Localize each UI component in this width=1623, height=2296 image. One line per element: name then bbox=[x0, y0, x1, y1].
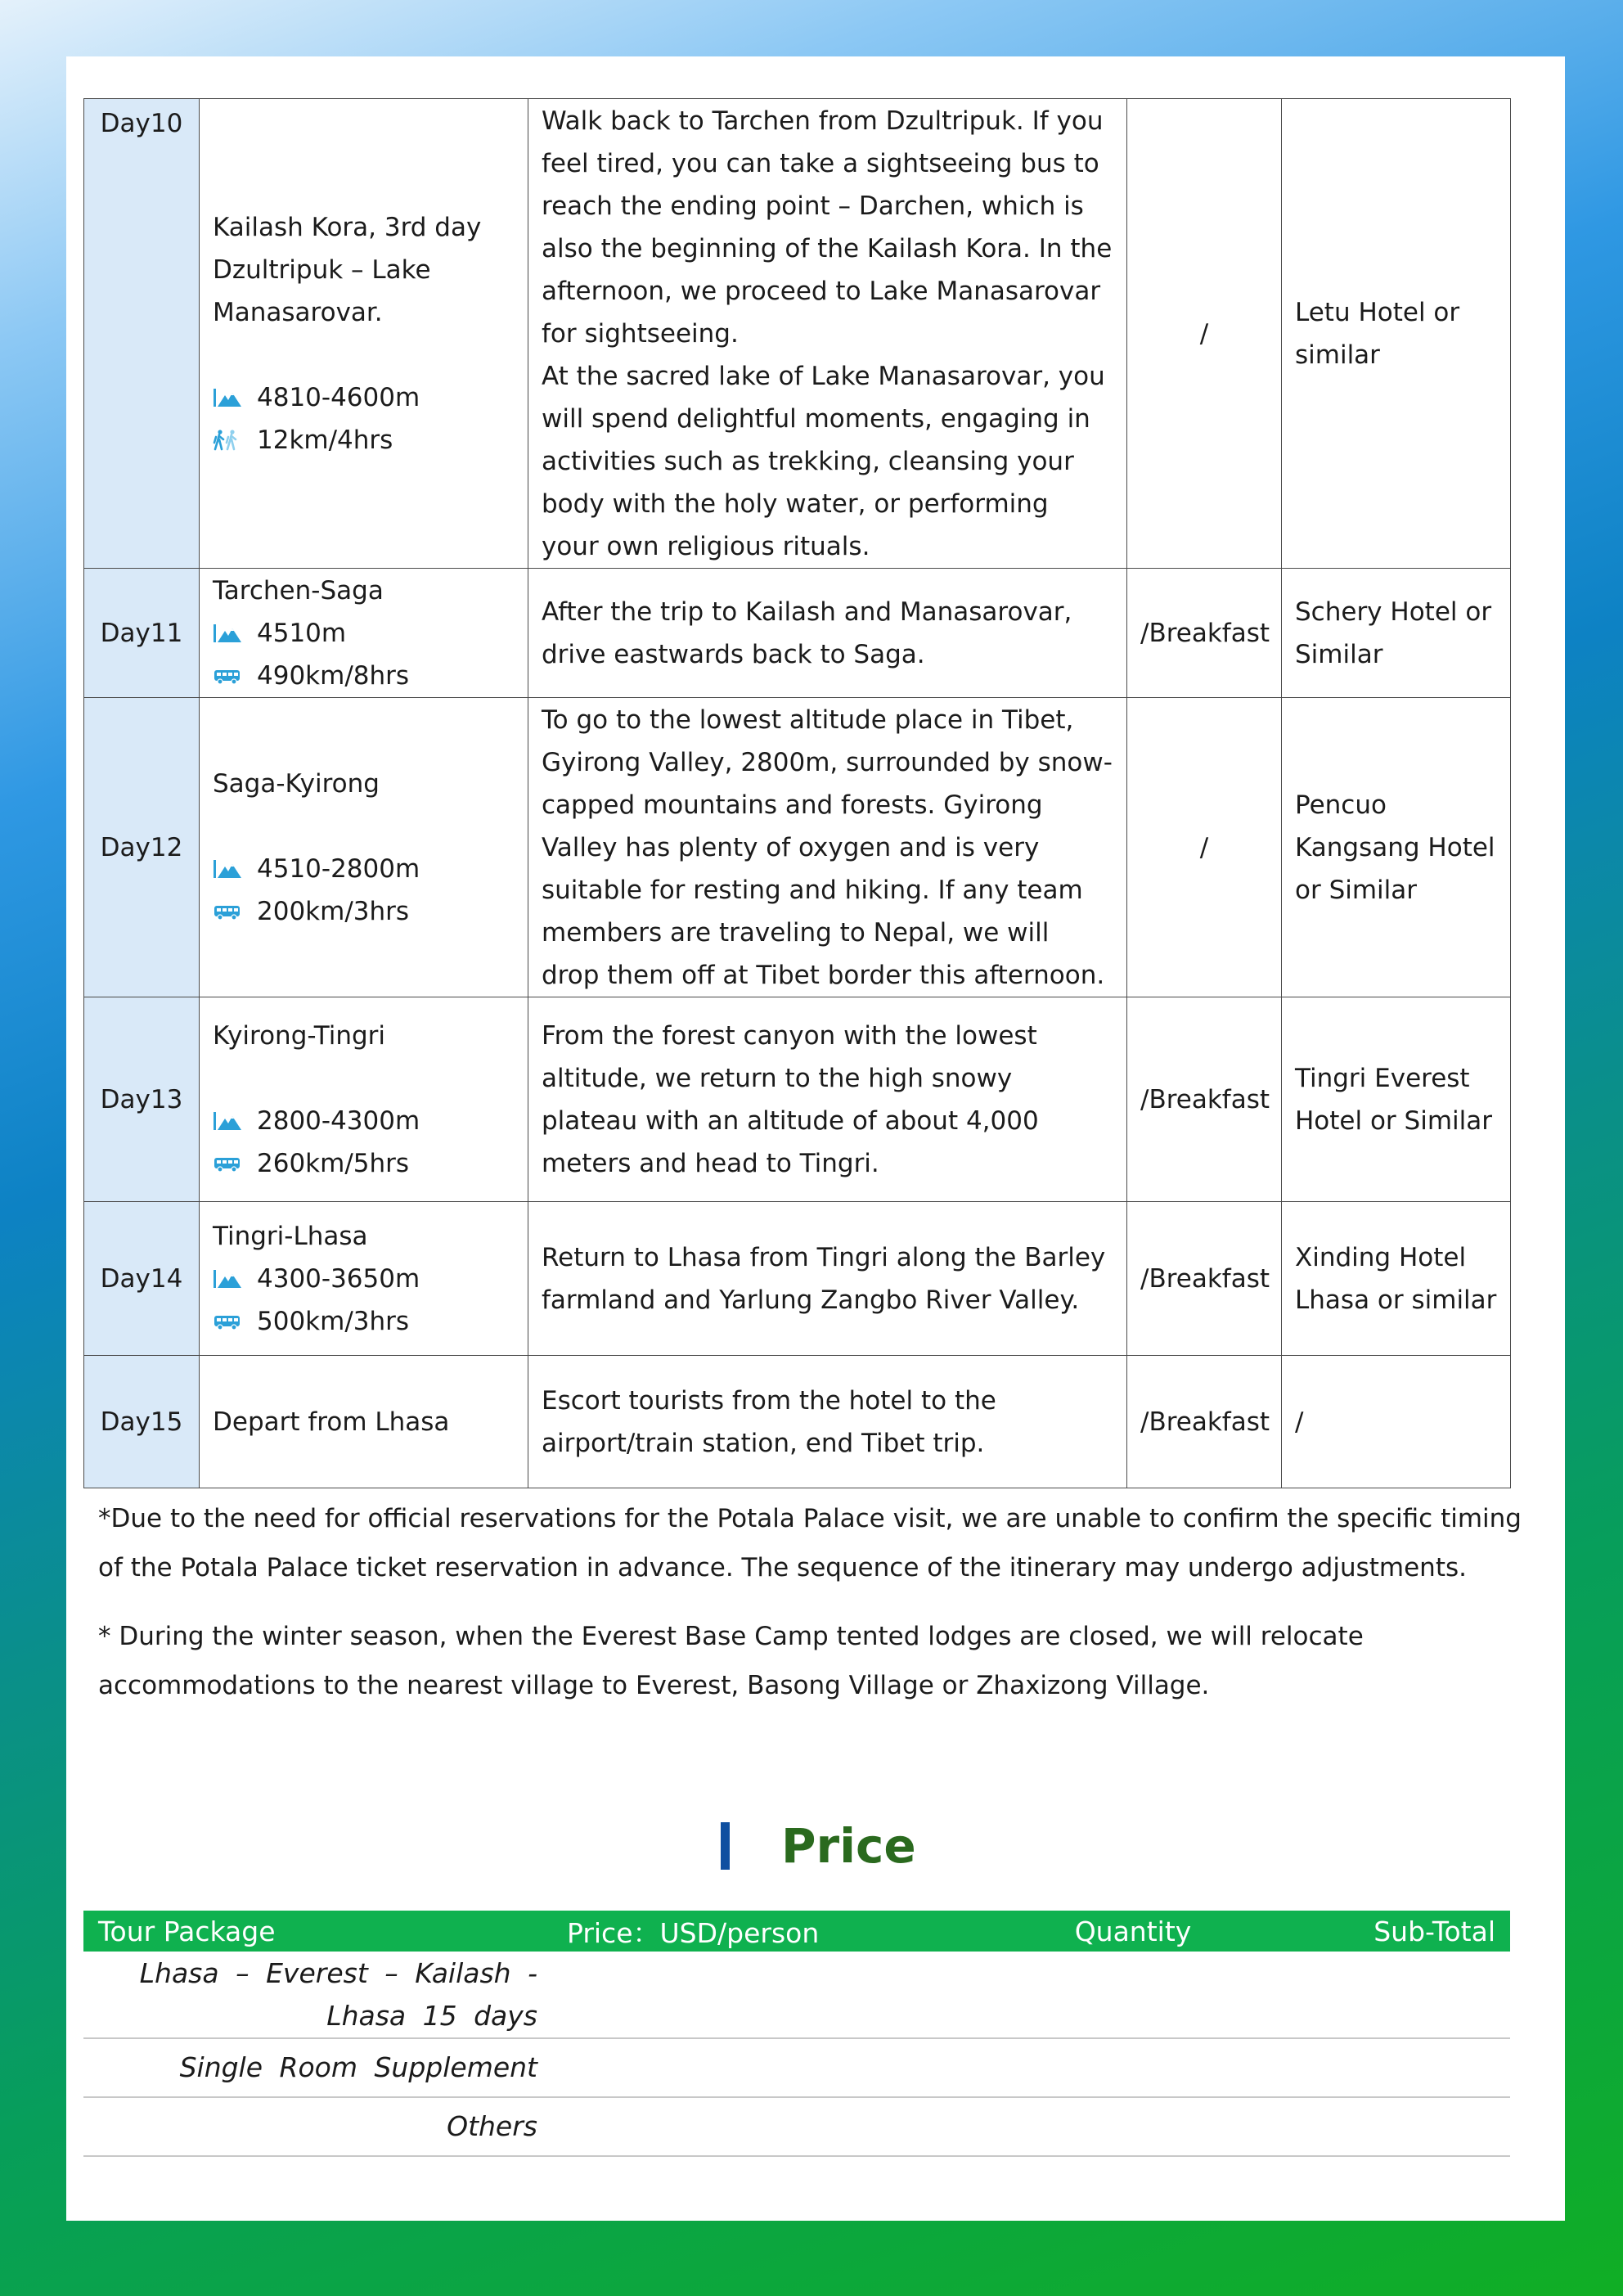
route-name: Kailash Kora, 3rd day bbox=[213, 212, 482, 242]
meals-cell: /Breakfast bbox=[1127, 1356, 1282, 1488]
hotel-cell: Letu Hotel or similar bbox=[1282, 99, 1511, 569]
day-label: Day13 bbox=[84, 997, 200, 1202]
quantity-cell bbox=[1010, 2097, 1256, 2156]
description-cell: From the forest canyon with the lowest altitude, we return to the high snowy plateau with an altitude of about 4,000 meters and head to Tingri. bbox=[528, 997, 1127, 1202]
header-price: Price：USD/person bbox=[552, 1911, 1010, 1952]
route-name: Saga-Kyirong bbox=[213, 768, 380, 799]
route-cell bbox=[200, 1356, 528, 1488]
meals-cell: /Breakfast bbox=[1127, 569, 1282, 698]
meals-cell: / bbox=[1127, 698, 1282, 997]
price-title: Price bbox=[781, 1818, 916, 1874]
description-text: At the sacred lake of Lake Manasarovar, you will spend delightful moments, engaging in activities such as trekking, cleansing your body with the holy water, or performing your own religious rituals. bbox=[542, 361, 1105, 561]
route-cell bbox=[200, 997, 528, 1202]
day-label: Day12 bbox=[84, 698, 200, 997]
day-label: Day10 bbox=[84, 99, 200, 569]
itinerary-table bbox=[83, 98, 1511, 1488]
itinerary-notes bbox=[98, 1494, 1530, 1710]
distance-value: 500km/3hrs bbox=[257, 1306, 410, 1336]
altitude-value: 4510-2800m bbox=[257, 853, 420, 884]
distance-value: 260km/5hrs bbox=[257, 1148, 410, 1178]
hotel-cell: Schery Hotel or Similar bbox=[1282, 569, 1511, 698]
itinerary-row-day13 bbox=[84, 997, 1511, 1202]
altitude-value: 4810-4600m bbox=[257, 382, 420, 412]
header-subtotal: Sub-Total bbox=[1256, 1911, 1510, 1952]
quantity-cell bbox=[1010, 2038, 1256, 2097]
price-cell bbox=[552, 2097, 1010, 2156]
route-name: Depart from Lhasa bbox=[213, 1407, 450, 1437]
description-cell: To go to the lowest altitude place in Tibet, Gyirong Valley, 2800m, surrounded by snow-capped mountains and forests. Gyirong Valley has plenty of oxygen and is very suitable for resting and hiking. If any team members are traveling to Nepal, we will drop them off at Tibet border this afternoon. bbox=[528, 698, 1127, 997]
subtotal-cell bbox=[1256, 1952, 1510, 2038]
subtotal-cell bbox=[1256, 2038, 1510, 2097]
itinerary-page bbox=[66, 56, 1565, 2221]
bus-icon bbox=[213, 901, 242, 922]
meals-cell: /Breakfast bbox=[1127, 1202, 1282, 1356]
price-row bbox=[83, 2097, 1510, 2156]
itinerary-row-day14 bbox=[84, 1202, 1511, 1356]
bus-icon bbox=[213, 1153, 242, 1174]
itinerary-row-day10 bbox=[84, 99, 1511, 569]
price-cell bbox=[552, 1952, 1010, 2038]
hiking-icon bbox=[213, 430, 242, 451]
route-name: Tingri-Lhasa bbox=[213, 1221, 368, 1251]
quantity-cell bbox=[1010, 1952, 1256, 2038]
route-name: Kyirong-Tingri bbox=[213, 1020, 386, 1051]
route-name: Manasarovar. bbox=[213, 297, 383, 327]
price-table bbox=[83, 1911, 1510, 2157]
mountain-icon bbox=[213, 1268, 242, 1290]
route-cell bbox=[200, 698, 528, 997]
price-header-row bbox=[83, 1911, 1510, 1952]
altitude-value: 2800-4300m bbox=[257, 1105, 420, 1136]
itinerary-row-day15 bbox=[84, 1356, 1511, 1488]
package-name: Single Room Supplement bbox=[83, 2038, 552, 2097]
bus-icon bbox=[213, 1311, 242, 1332]
description-text: Walk back to Tarchen from Dzultripuk. If you feel tired, you can take a sightseeing bus to reach the ending point – Darchen, which is also the beginning of the Kailash Kora. In the afternoon, we proceed to Lake Manasarovar for sightseeing. bbox=[542, 106, 1113, 349]
price-cell bbox=[552, 2038, 1010, 2097]
route-name: Tarchen-Saga bbox=[213, 575, 384, 606]
note-potala: *Due to the need for official reservations for the Potala Palace visit, we are unable to confirm the specific timing of the Potala Palace ticket reservation in advance. The sequence of the itinerary may undergo adjustments. bbox=[98, 1504, 1522, 1582]
price-heading bbox=[721, 1813, 916, 1879]
hotel-cell: Tingri Everest Hotel or Similar bbox=[1282, 997, 1511, 1202]
header-quantity: Quantity bbox=[1010, 1911, 1256, 1952]
itinerary-row-day12 bbox=[84, 698, 1511, 997]
bus-icon bbox=[213, 665, 242, 687]
mountain-icon bbox=[213, 858, 242, 880]
day-label: Day11 bbox=[84, 569, 200, 698]
mountain-icon bbox=[213, 623, 242, 644]
package-name: Others bbox=[83, 2097, 552, 2156]
distance-value: 490km/8hrs bbox=[257, 660, 410, 691]
route-cell bbox=[200, 569, 528, 698]
distance-value: 200km/3hrs bbox=[257, 896, 410, 926]
route-name: Dzultripuk – Lake bbox=[213, 254, 431, 285]
title-bar bbox=[721, 1822, 730, 1870]
mountain-icon bbox=[213, 1110, 242, 1132]
day-label: Day14 bbox=[84, 1202, 200, 1356]
route-cell bbox=[200, 99, 528, 569]
note-winter: * During the winter season, when the Everest Base Camp tented lodges are closed, we will relocate accommodations to the nearest village to Everest, Basong Village or Zhaxizong Village. bbox=[98, 1622, 1364, 1700]
route-cell bbox=[200, 1202, 528, 1356]
package-name bbox=[83, 1952, 552, 2038]
package-line: Lhasa – Everest – Kailash - bbox=[139, 1956, 537, 1989]
itinerary-row-day11 bbox=[84, 569, 1511, 698]
mountain-icon bbox=[213, 387, 242, 408]
altitude-value: 4300-3650m bbox=[257, 1263, 420, 1294]
hotel-cell: / bbox=[1282, 1356, 1511, 1488]
description-cell: After the trip to Kailash and Manasarovar, drive eastwards back to Saga. bbox=[528, 569, 1127, 698]
price-row bbox=[83, 2038, 1510, 2097]
hotel-cell: Pencuo Kangsang Hotel or Similar bbox=[1282, 698, 1511, 997]
price-row bbox=[83, 1952, 1510, 2038]
meals-cell: / bbox=[1127, 99, 1282, 569]
hotel-cell: Xinding Hotel Lhasa or similar bbox=[1282, 1202, 1511, 1356]
day-label: Day15 bbox=[84, 1356, 200, 1488]
package-line: Lhasa 15 days bbox=[326, 1999, 537, 2032]
header-tour-package: Tour Package bbox=[83, 1911, 552, 1952]
meals-cell: /Breakfast bbox=[1127, 997, 1282, 1202]
altitude-value: 4510m bbox=[257, 618, 347, 648]
subtotal-cell bbox=[1256, 2097, 1510, 2156]
description-cell bbox=[528, 99, 1127, 569]
description-cell: Escort tourists from the hotel to the airport/train station, end Tibet trip. bbox=[528, 1356, 1127, 1488]
distance-value: 12km/4hrs bbox=[257, 425, 393, 455]
description-cell: Return to Lhasa from Tingri along the Barley farmland and Yarlung Zangbo River Valley. bbox=[528, 1202, 1127, 1356]
